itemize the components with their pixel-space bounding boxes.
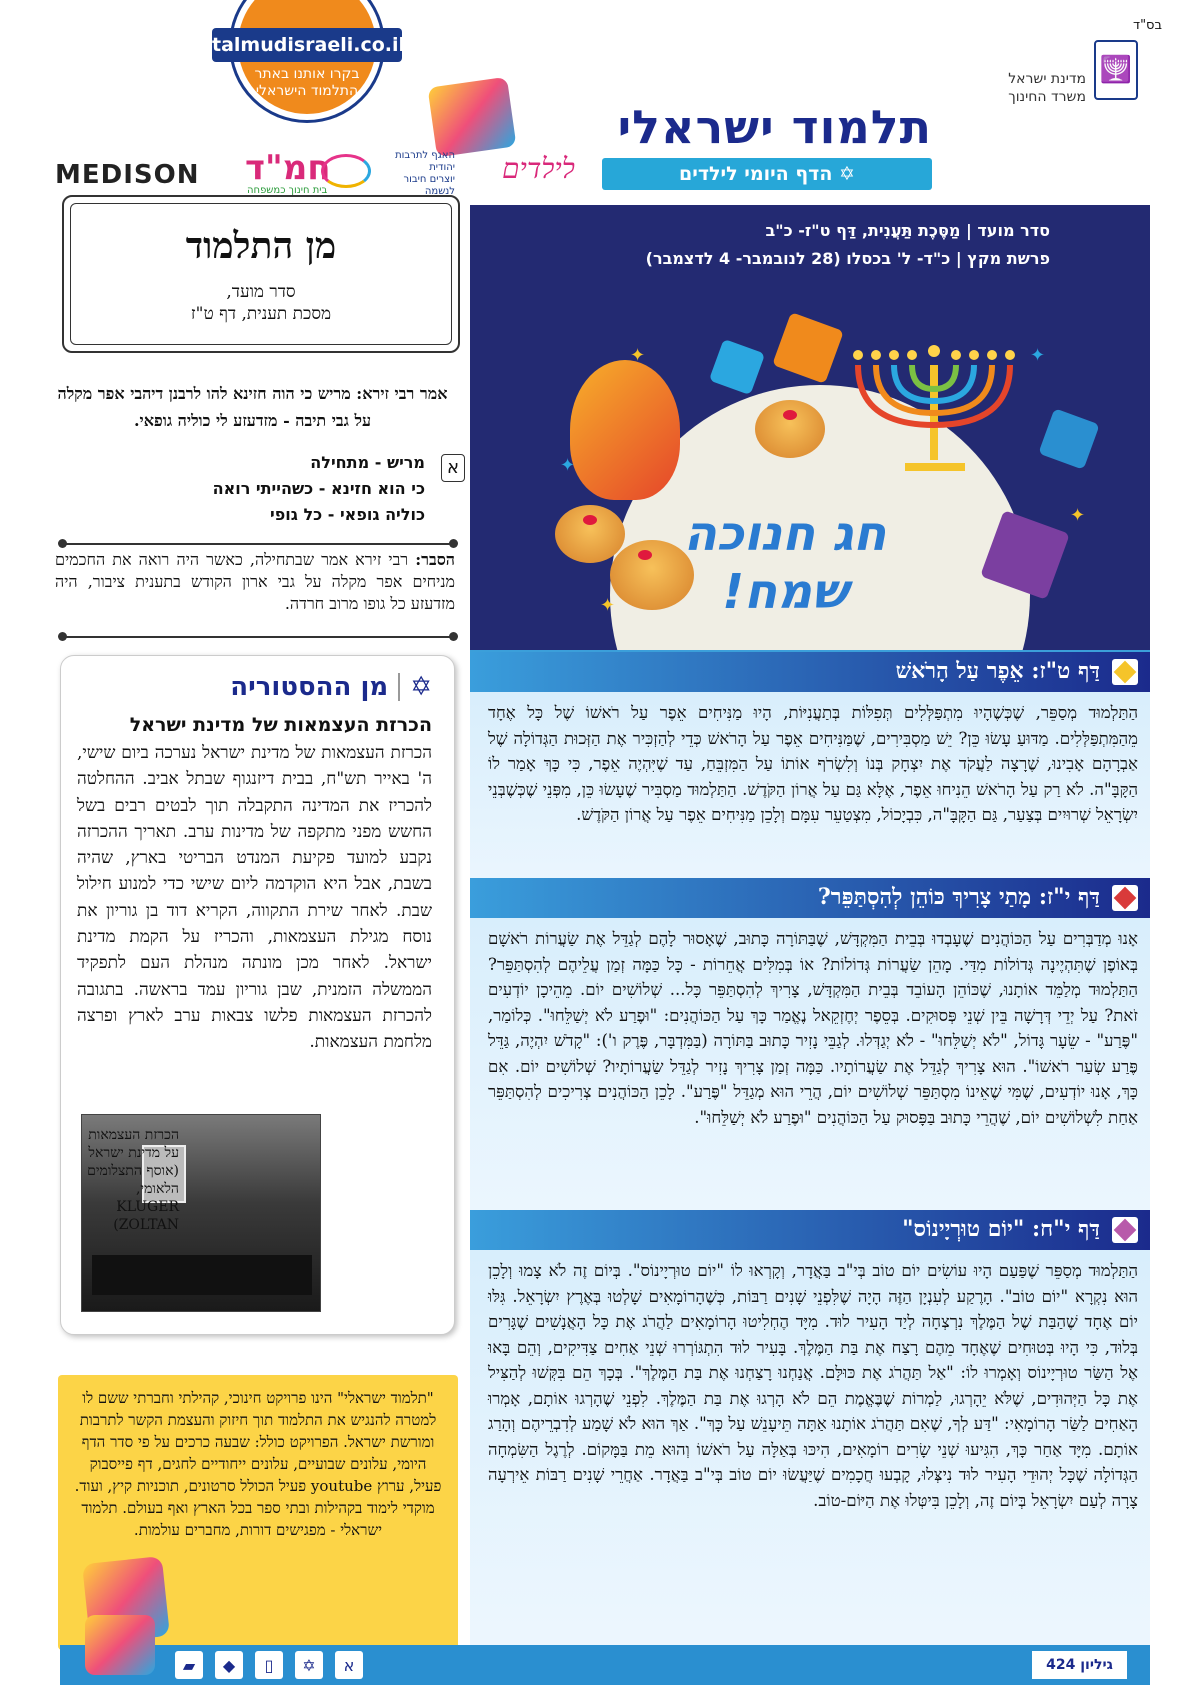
jewish-culture-sub: יוצרים חיבור לנשמה [403, 174, 455, 197]
oil-jug-icon [570, 360, 680, 500]
brand-subtitle [602, 158, 932, 190]
greeting-line1: חג חנוכה [683, 506, 887, 562]
ministry-line1: מדינת ישראל [1008, 71, 1086, 87]
talmud-tractate: מסכת תענית, דף ט"ז [190, 304, 332, 324]
aleph-icon: א [335, 1651, 363, 1679]
scroll-icon: ▯ [255, 1651, 283, 1679]
divider [62, 543, 454, 545]
photo-caption: הכרזת העצמאות על מדינת ישראל (אוסף התצלומים הלאומי, KLUGER ZOLTAN) [87, 1127, 179, 1233]
history-body: הכרזת העצמאות של מדינת ישראל נערכה ביום שישי, ה' באייר תש"ח, בבית דיזנגוף שבתל אביב. ההחלטה להכריז את המדינה התקבלה תוך לבטים רבים בשל החשש מפני מתקפה של מדינות ערב. תאריך ההכרזה נקבע למועד פקיעת המנדט הבריטי בארץ, שהיה בשבת, אבל היא הוקדמה ליום שישי כדי למנוע חילול שבת. לאחר שירת התקווה, הקריא דוד בן גוריון את נוסח מגילת העצמאות, והכריז על הקמת מדינת ישראל. לאחר מכן מונתה מנהלת העם לתפקיד הממשלה הזמנית, שבן גוריון עמד בראשה. בתגובה להכרזת העצמאות פלשו צבאות ערב לארץ ופרצה מלחמת העצמאות. [77, 743, 432, 1053]
greeting-line2: שמח! [722, 564, 848, 620]
menorah-emblem-icon: 🕎 [1094, 40, 1138, 100]
ministry-text [1008, 40, 1086, 106]
history-subtitle: הכרזת העצמאות של מדינת ישראל [129, 714, 432, 736]
medison-logo: MEDISON [55, 160, 200, 190]
brand-title: תלמוד ישראלי [617, 100, 932, 154]
star-icon: ✦ [600, 595, 616, 616]
ministry-line2: משרד החינוך [1008, 89, 1086, 105]
talmud-frame-subtitle [64, 281, 458, 325]
hero-order-line: סדר מועד | מַסֶּכֶת תַּעֲנִית, דַּף ט"ז- כ"ב [765, 221, 1050, 240]
talmud-order: סדר מועד, [226, 282, 296, 302]
brand-subtitle-text: הדף היומי לילדים [679, 163, 833, 185]
hanukkah-hero [470, 205, 1150, 650]
star-icon: ✦ [1070, 505, 1086, 526]
diamond-icon: ◆ [215, 1651, 243, 1679]
brand-kids: לילדים [502, 152, 575, 185]
hero-parasha-line: פרשת מקץ | כ"ד- ל' בכסלו (28 לנובמבר- 4 לדצמבר) [645, 249, 1050, 268]
section-text: אָנוּ מְדַבְּרִים עַל הַכּוֹהֲנִים שֶׁעָבְדוּ בְּבֵית הַמִּקְדָּשׁ, שֶׁבַּתּוֹרָה כָּתוּב, שֶׁאָסוּר לָהֶם לְגַדֵּל אֶת שַׂעֲרוֹת רֹאשָׁם בְּאוֹפֶן שֶׁתִּהְיֶינָה גְּדוֹלוֹת מִדַּי. מָהֵן שַׂעֲרוֹת גְּדוֹלוֹת? אוֹ בְּמִלִּים אֲחֵרוֹת - כָּל כַּמָּה זְמַן עֲלֵיהֶם לְהִסְתַּפֵּר? הַתַּלְמוּד מְלַמֵּד אוֹתָנוּ, שֶׁכּוֹהֵן הָעוֹבֵד בְּבֵית הַמִּקְדָּשׁ, צָרִיךְ לְהִסְתַּפֵּר כָּל... שְׁלוֹשִׁים יוֹם. מֵהֵיכָן יוֹדְעִים זֹאת? עַל יְדֵי דְּרָשָׁה בֵּין שְׁנֵי פְּסוּקִים. בְּסֵפֶר יְחֶזְקֵאל נֶאֱמַר כָּךְ עַל הַכּוֹהֲנִים: "וּפֶרַע לֹא יְשַׁלֵּחוּ". כְּלוֹמַר, "פֶּרַע" - שֵׂעָר גָּדוֹל, "לֹא יְשַׁלֵּחוּ" - לֹא יְגַדְּלוּ. לְגַבֵּי נָזִיר כָּתוּב בַּתּוֹרָה (בַּמִּדְבָּר, פֶּרֶק ו'): "קָדֹשׁ יִהְיֶה, גַּדֵּל פֶּרַע שְׂעַר רֹאשׁוֹ". הוּא צָרִיךְ לְגַדֵּל אֶת שַׂעֲרוֹתָיו. כַּמָּה זְמַן צָרִיךְ נָזִיר לְגַדֵּל שַׂעֲרוֹתָיו? שְׁלוֹשִׁים יוֹם. אִם כָּךְ, אָנוּ יוֹדְעִים, שֶׁמִּי שֶׁאֵינוֹ מִסְתַּפֵּר שְׁלוֹשִׁים יוֹם, הֲרֵי הוּא מְגַדֵּל "פֶּרַע". לָכֵן הַכּוֹהֲנִים צְרִיכִים לְהִסְתַּפֵּר אַחַת לִשְׁלוֹשִׁים יוֹם, שֶׁהֲרֵי כָּתוּב בַּפָּסוּק עַל הַכּוֹהֲנִים "וּפֶרַע לֹא יְשַׁלֵּחוּ". [488, 929, 1138, 1127]
section-text: הַתַּלְמוּד מְסַפֵּר, שֶׁכְּשֶׁהָיוּ מִתְפַּלְּלִים תְּפִלּוֹת בְּתַעֲנִיּוֹת, הָיוּ מַנִּיחִים אֵפֶר עַל רֹאשׁוֹ שֶׁל כָּל אֶחָד מֵהַמִּתְפַּלְּלִים. מַדּוּעַ עָשׂוּ כֵּן? יֵשׁ מַסְבִּירִים, שֶׁמַּנִּיחִים אֵפֶר עַל הָרֹאשׁ כְּדֵי לְהַזְכִּיר אֶת הַזְּכוּת הַגְּדוֹלָה שֶׁל אַבְרָהָם אָבִינוּ, שֶׁרָצָה לַעֲקֹד אֶת יִצְחָק בְּנוֹ וְלִשְׂרֹף אוֹתוֹ עַל הַמִּזְבֵּחַ, עַד שֶׁיִּהְיֶה אֵפֶר, כִּי כָּךְ אָמַר לוֹ הַקָּבָּ"ה. לֹא רַק עַל הָרֹאשׁ הֵנִיחוּ אֵפֶר, אֶלָּא גַּם עַל אֲרוֹן הַקֹּדֶשׁ. הַתַּלְמוּד מַסְבִּיר שֶׁעָשׂוּ כֵּן, מִפְּנֵי שֶׁכְּשֶׁבְּנֵי יִשְׂרָאֵל שְׁרוּיִים בְּצַעַר, גַּם הַקָּבָּ"ה, כִּבְיָכוֹל, מִצְטַעֵר עִמָּם וְלָכֵן מַנִּיחִים אֵפֶר עַל אֲרוֹן הַקֹּדֶשׁ. [488, 703, 1138, 824]
website-badge[interactable] [212, 0, 406, 120]
section-title: דַּף י"ח: "יוֹם טוּרְיָינוֹס" [902, 1216, 1100, 1242]
jewish-culture-name: האגף לתרבות יהודית [395, 150, 455, 173]
brand-header [462, 100, 932, 200]
dreidel-icon [1038, 408, 1100, 470]
dreidel-icon [772, 312, 844, 384]
section-header [470, 1210, 1150, 1250]
title-separator [398, 673, 400, 701]
section-header [470, 652, 1150, 692]
footer [0, 1645, 1182, 1695]
talmud-books-logo-icon [85, 1615, 155, 1675]
dreidel-icon [709, 339, 765, 395]
section-header [470, 878, 1150, 918]
gloss-item: כי הוא חזינא - כשהייתי רואה [212, 479, 425, 498]
book-icon: ▰ [175, 1651, 203, 1679]
section-title: דַּף י"ז: מָתַי צָרִיךְ כּוֹהֵן לְהִסְתַּפֵּר? [817, 884, 1100, 910]
hanukkah-greeting [660, 505, 910, 621]
aramaic-quote: אמר רבי זירא: מריש כי הוה חזינא להו לרבנן דיהבי אפר מקלה על גבי תיבה - מזדעזע לי כוליה גופאי. [57, 384, 448, 430]
divider [62, 636, 454, 638]
diamond-icon [1112, 1217, 1138, 1243]
gloss-item: מריש - מתחילה [310, 453, 425, 472]
talmud-frame [62, 195, 460, 353]
sponsor-logos [55, 140, 455, 197]
history-card [60, 655, 455, 1335]
promo-text: "תלמוד ישראלי" הינו פרויקט חינוכי, קהילתי וחברתי ששם לו למטרה להנגיש את התלמוד תוך חיזוק והעצמת הקשר לתרבות ומורשת ישראל. הפרויקט כולל: שבעה כרכים על פי סדר הדף היומי, עלונים שבועיים, עלונים ייחודיים לחגים, דף פייסבוק פעיל, ערוץ youtube פעיל הכולל סרטונים, תוכניות קיץ, ועוד. מוקדי לימוד בקהילות ובתי ספר בכל הארץ ואף בעולם. תלמוד ישראלי - מפגישים דורות, מחברים עולמות. [74, 1389, 442, 1539]
sufganiyah-icon [755, 400, 825, 458]
ministry-logo [998, 40, 1138, 110]
bsd-mark: בס"ד [1132, 18, 1162, 33]
talmud-frame-title: מן התלמוד [185, 225, 337, 267]
glossary [55, 450, 465, 535]
section-text: הַתַּלְמוּד מְסַפֵּר שֶׁפַּעַם הָיוּ עוֹשִׂים יוֹם טוֹב בְּי"ב בַּאֲדָר, וְקָרְאוּ לוֹ "יוֹם טוּרְיָינוֹס". בְּיוֹם זֶה לֹא צָמוּ וְלָכֵן הוּא נִקְרָא "יוֹם טוֹב". הָרֶקַע לְעִנְיָן הַזֶּה הָיָה שֶׁלִּפְנֵי שָׁנִים רַבּוֹת, כְּשֶׁהָרוֹמָאִים שָׁלְטוּ בְּאֶרֶץ יִשְׂרָאֵל. גִּלּוּ יוֹם אֶחָד שֶׁהַבַּת שֶׁל הַמֶּלֶךְ נִרְצְחָה לְיַד הָעִיר לוּד. מִיָּד הֶחְלִיטוּ הָרוֹמָאִים לַהֲרֹג אֶת כָּל הָאֲנָשִׁים שֶׁגָּרִים בְּלוּד, כִּי הָיוּ בְּטוּחִים שֶׁאֶחָד מֵהֶם רָצַח אֶת בַּת הַמֶּלֶךְ. בָּעִיר לוּד הִתְגּוֹרְרוּ שְׁנֵי אַחִים צַדִּיקִים, וְהֵם בָּאוּ אֶל הַשַּׂר טוּרְיָינוֹס וְאָמְרוּ לוֹ: "אַל תַּהֲרֹג אֶת כּוּלָּם. אֲנַחְנוּ רָצַחְנוּ אֶת בַּת הַמֶּלֶךְ". בְּכָךְ הֵם בִּקְּשׁוּ לְהַצִּיל אֶת כָּל הַיְּהוּדִים, שֶׁלֹּא יֵהָרְגוּ, לַמְרוֹת שֶׁבֶּאֱמֶת הֵם לֹא הָרְגוּ אֶת בַּת הַמֶּלֶךְ. לִפְנֵי שֶׁהָרְגוּ אוֹתָם, אָמְרוּ הָאַחִים לַשַּׂר הָרוֹמָאִי: "דַּע לְךָ, שֶׁאִם תַּהֲרֹג אוֹתָנוּ אַתָּה תֵּיעָנֵשׁ עַל כָּךְ". אַךְ הוּא לֹא שָׁמַע לְדִבְרֵיהֶם וְהָרַג אוֹתָם. מִיָּד אַחַר כָּךְ, הִגִּיעוּ שְׁנֵי שָׂרִים רוֹמָאִים, הִיכּוּ בְּאַלָּה עַל רֹאשׁוֹ וְהוּא מֵת בַּמָּקוֹם. לְרֶגֶל הַשִּׂמְחָה הַגְּדוֹלָה שֶׁכָּל יְהוּדֵי הָעִיר לוּד נִיצְּלוּ, קָבְעוּ חֲכָמִים שֶׁיַּעֲשׂוּ יוֹם טוֹב בְּי"ב בַּאֲדָר. אַחֲרֵי שָׁנִים רַבּוֹת אֵירְעָה צָרָה לְעַם יִשְׂרָאֵל בְּיוֹם זֶה, וְלָכֵן בִּיטְּלוּ אֶת הַיּוֹם-טוֹב. [488, 1261, 1138, 1510]
jewish-culture-logo [375, 150, 455, 198]
hemed-subtitle: בית חינוך כמשפחה [247, 185, 328, 196]
aleph-icon: א [441, 454, 465, 482]
explanation-text: רבי זירא אמר שבתחילה, כאשר היה רואה את החכמים מניחים אפר מקלה על גבי ארון הקודש בתענית ציבור, היה מזדעזע כל גופו מרוב חרדה. [55, 550, 455, 613]
issue-number: גיליון 424 [1032, 1651, 1127, 1679]
hemed-logo: חמ"ד [245, 148, 331, 188]
gloss-item: כוליה גופאי - כל גופי [270, 505, 425, 524]
star-of-david-icon: ✡ [832, 163, 855, 185]
star-icon: ✦ [560, 455, 576, 476]
star-of-david-icon: ✡ [410, 672, 432, 702]
explanation-label: הסבר: [415, 550, 455, 569]
diamond-icon [1112, 885, 1138, 911]
star-icon: ✦ [1030, 345, 1046, 366]
diamond-icon [1112, 659, 1138, 685]
menorah-icon [850, 345, 1020, 475]
website-subtext: בקרו אותנו באתר התלמוד הישראלי [254, 66, 360, 99]
star-of-david-icon: ✡ [295, 1651, 323, 1679]
jewish-culture-swirl-icon [321, 154, 371, 188]
star-icon: ✦ [630, 345, 646, 366]
glossary-lines [213, 450, 425, 528]
history-title [230, 672, 432, 702]
website-link[interactable]: talmudisraeli.co.il [212, 28, 402, 62]
explanation [55, 549, 455, 615]
sufganiyah-icon [555, 505, 625, 563]
table-in-photo [92, 1255, 312, 1295]
project-promo [58, 1375, 458, 1650]
history-title-text: מן ההסטוריה [230, 672, 389, 702]
section-title: דַּף ט"ז: אֵפֶר עַל הָרֹאשׁ [895, 658, 1100, 684]
